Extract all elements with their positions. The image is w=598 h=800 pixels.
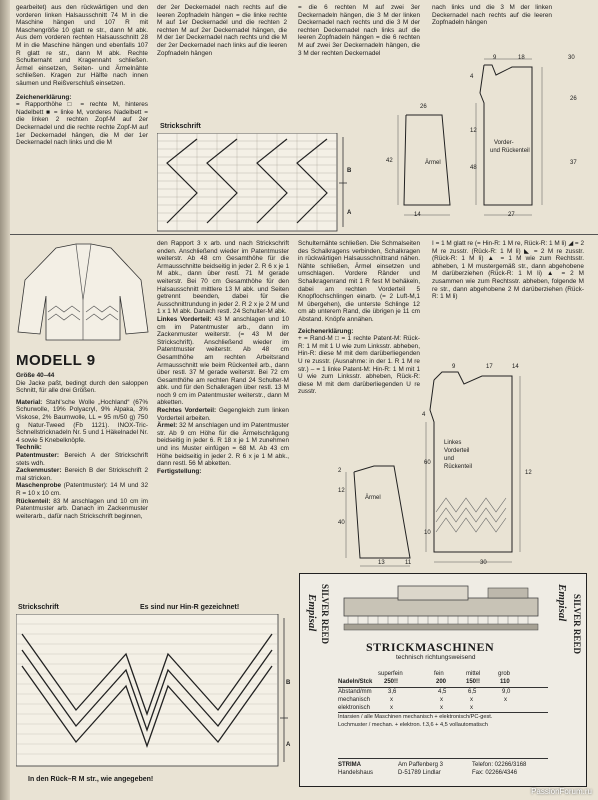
ad-column-head: Nadeln/Stck: [338, 679, 373, 685]
legend-bottom-text-2: I = 1 M glatt re (= Hin-R: 1 M re, Rück-R: 1 M li) ◢ = 2 M re zusstr. (Rück-R: 1 M li) ◣ = 2 M re zusstr. (Rück-R: 1 M li) ▲ = 1 M wie zum Rechtsstr. abheben, 1 M mustergemäß str., dann abgehobene M darüberziehen (Rück-R: 1 M li) ▲ = 2 M zusammen wie zum Rechtsstr. abheben, folgende M re str., dann abgehobene 2 M darüberziehen (Rück-R: 1 M li): [432, 240, 584, 301]
ad-brand-left: Empisal: [306, 594, 318, 632]
dim-13-bottom: 13: [378, 560, 385, 566]
intro-text: Die Jacke paßt, bedingt durch den saloppen Schnitt, für alle drei Größen.: [16, 379, 148, 395]
dim-2-bottom: 2: [338, 468, 342, 474]
body-label-top-1: Vorder-: [494, 140, 514, 146]
section-divider: [10, 234, 598, 235]
ad-row: [338, 688, 548, 696]
ad-fax: Fax: 02266/4346: [472, 770, 518, 776]
dim-37-top: 37: [570, 160, 577, 166]
chart-title-top: Strickschrift: [160, 123, 201, 130]
ad-cell: x: [390, 705, 393, 711]
ad-cell: 4,5: [438, 689, 447, 695]
jacket-illustration: [16, 240, 151, 345]
ad-cell: x: [470, 697, 473, 703]
text-column-top-3: [298, 4, 420, 57]
body-label-bottom-2: Vorderteil: [444, 448, 470, 454]
body-label-top-2: und Rückenteil: [490, 148, 530, 154]
chart-label-a: A: [347, 210, 352, 216]
fertig-text: Schulternähte schließen. Die Schmalseiten des Schalkragens verbinden, Schalkragen in rückwärtigen Halsausschnittrand nähen. Nähte schließen, Ärmel einsetzen und umschlagen. Vordere Ränder und Schalkragenrand mit 1 R fest M behäkeln, dabei am rechten Vorderteil 5 Knopflochschlingen einarb. (= 2 Luft-M,1 M übergehen), die unterste Schlinge 12 cm ab unterem Rand, die übrigen je 11 cm Abstand. Knöpfe annähen.: [298, 240, 420, 323]
ad-cell: x: [390, 697, 393, 703]
legend-top-text: = Rapporthöhe □ = rechte M, hinteres Nadelbett ■ = linke M, vorderes Nadelbett = die linken 2 rechten Zopf-M auf 2er Deckernadel und die rechte rechte Zopf-M auf 1er Deckernadel hängen, die M der 1er Deckernadel nach links und die M: [16, 101, 148, 147]
legend-heading-bottom: Zeichenerklärung:: [298, 327, 354, 335]
maschenprobe-heading: Maschenprobe: [16, 482, 62, 490]
dim-26-sleeve: 26: [420, 104, 427, 110]
col2-text: den Rapport 3 x arb. und nach Strickschrift enden. Anschließend wieder im Patentmuster weiterstr. Ab 48 cm Gesamthöhe für die Armausschnitte beidseitig in jeder 2. R 6 x je 1 M abk., dann über restl. 71 M gerade weiterstr. Bei 70 cm Gesamthöhe für den Halsausschnitt mittlere 13 M abk. und Seiten getrennt beenden, dabei für die Ausschnittrundung in jeder 2. R 2 x je 2 M und 1 x 1 M abk. Danach restl. 24 Schulter-M abk.: [157, 240, 289, 316]
body-label-bottom-3: und: [444, 456, 455, 462]
patent-text: Bereich A der Strickschrift stets wdh.: [16, 451, 148, 467]
zacken-text: Bereich B der Strickschrift 2 mal stricken.: [16, 467, 148, 482]
dim-12-top: 12: [470, 128, 477, 134]
dim-4-top: 4: [470, 74, 474, 80]
ad-address-1: Am Paffenberg 3: [398, 762, 443, 768]
dim-18-top: 18: [518, 55, 525, 61]
sleeve-label-bottom: Ärmel: [365, 495, 381, 501]
ad-cell: x: [440, 705, 443, 711]
ad-phone: Telefon: 02266/3168: [472, 762, 527, 768]
legend-bottom-text: + = Rand-M □ = 1 rechte Patent-M: Rück-R: 1 M mit 1 U wie zum Linksstr. abheben, Hin-R: diese M mit dem darüberliegenden U re zusstr. (Ausnahme: in der 1. R 1 M re str.) – = 1 linke Patent-M: Hin-R: 1 M mit 1 U wie zum Linksstr. abheben, Rück-R: diese M mit dem darüberliegenden U re zusstr.: [298, 335, 420, 396]
aermel-heading: Ärmel:: [157, 422, 178, 430]
sleeve-label-top: Ärmel: [425, 160, 441, 166]
dim-12-bottom: 12: [338, 488, 345, 494]
rechtes-heading: Rechtes Vorderteil:: [157, 407, 217, 415]
ad-cell: x: [470, 705, 473, 711]
body-label-bottom-4: Rückenteil: [444, 464, 473, 470]
dim-4-bottom: 4: [422, 412, 426, 418]
chart-bottom-footnote: In den Rück–R M str., wie angegeben!: [28, 776, 154, 783]
dim-14-bottom: 14: [512, 364, 519, 370]
watermark: PassionForum.ru: [531, 787, 592, 796]
ad-title: STRICKMASCHINEN: [366, 640, 495, 654]
ad-model-0: superfein: [378, 671, 403, 677]
ad-count-0: 250!!: [384, 679, 399, 685]
top-text-3: = die 6 rechten M auf zwei 3er Deckernadeln hängen, die 3 M der linken Deckernadel nach rechts und die 3 M der rechten Deckernadel nach links auf die leeren Zopfnadeln hängen = die 6 rechten M auf zwei 3er Deckernadeln hängen, die 3 M der rechten Deckernadel: [298, 4, 420, 57]
ad-cell: x: [440, 697, 443, 703]
ad-cell: x: [504, 697, 507, 703]
chart-title-bottom: Strickschrift: [18, 604, 59, 611]
ad-model-3: grob: [498, 671, 511, 677]
cable-chart-top: [157, 133, 357, 233]
knitting-machine-image: [338, 580, 544, 636]
dim-9-top: 9: [493, 55, 497, 61]
material-heading: Material:: [16, 398, 43, 406]
top-text-4: nach links und die 3 M der linken Deckernadel nach rechts auf die leeren Zopfnadeln hängen: [432, 4, 552, 27]
dim-9-bottom: 9: [452, 364, 456, 370]
zacken-heading: Zackenmuster:: [16, 467, 62, 475]
ad-cell: 9,0: [502, 689, 511, 695]
material-text: Stahl'sche Wolle „Hochland“ (67% Schurwolle, 19% Polyacryl, 9% Alpaka, 3% Viskose, 2% Baumwolle, LL = 95 m/50 g) 750 g Natur-Tweed (Fb 1121). INOX-Tric-Schnellstricknadeln Nr. 5 und 1 Häkelnadel Nr. 4 sowie 5 Knebelknöpfe.: [16, 398, 149, 444]
pattern-schematic-top: [372, 55, 594, 225]
zigzag-chart-bottom: [16, 614, 294, 772]
ad-contact: [338, 758, 548, 777]
technik-heading: Technik:: [16, 444, 42, 452]
text-column-bottom-1: [16, 372, 148, 520]
ruecken-text: 83 M anschlagen und 10 cm im Patentmuster arb. Danach im Zackenmuster weiterarb., dafür nach Strickschrift beginnen,: [16, 497, 149, 520]
patent-heading: Patentmuster:: [16, 451, 59, 459]
chart-bottom-label-a: A: [286, 742, 291, 748]
ad-count-1: 200: [436, 679, 447, 685]
ad-side-right: SILVER REED: [572, 594, 582, 654]
ad-row-label: Abstand/mm: [338, 689, 372, 695]
advertisement-box: [299, 573, 587, 787]
size-heading: Größe 40–44: [16, 372, 55, 379]
text-column-bottom-2: [157, 240, 289, 475]
dim-40-bottom: 40: [338, 520, 345, 526]
ad-row-label: mechanisch: [338, 697, 371, 703]
ad-model-1: fein: [434, 671, 444, 677]
dim-11-bottom: 11: [405, 560, 412, 566]
ad-cell: 3,6: [388, 689, 397, 695]
linkes-text: 43 M anschlagen und 10 cm im Patentmuster arb., dann im Zackenmuster weiterstr. (= 43 M der Strickschrift). Anschließend wieder im Patentmuster weiterstr. Ab 48 cm Gesamthöhe am rechten Arbeitsrand Armausschnitt wie beim Rückenteil arb., dann über restl. 37 M gerade weiterstr. Bei 72 cm Gesamthöhe am rechten Rand 24 Schulter-M abk. und für den Schalkragen über restl. 13 M noch 9 cm im Patentmuster weiterstr., dann M abketten.: [157, 315, 289, 407]
top-text-2: der 2er Deckernadel nach rechts auf die leeren Zopfnadeln hängen = die linke rechte M auf 1er Deckernadel und die rechten 2 rechten M auf 2er Deckernadel hängen, die M der 1er Deckernadel nach rechts und die M der 2er Deckernadel nach links auf die leeren Zopfnadeln hängen: [157, 4, 287, 57]
maschenprobe-text: (Patentmuster): 14 M und 32 R = 10 x 10 cm.: [16, 482, 148, 497]
ad-company: STRIMA: [338, 762, 361, 768]
chart-note-bottom: Es sind nur Hin-R gezeichnet!: [140, 604, 240, 611]
ad-row: [338, 696, 548, 704]
ad-address-2: D-51789 Lindlar: [398, 770, 441, 776]
ad-model-2: mittel: [466, 671, 481, 677]
dim-10-bottom: 10: [424, 530, 431, 536]
page-spine: [0, 0, 10, 800]
dim-30-bottom: 30: [480, 560, 487, 566]
top-text-1: gearbeitet) aus den rückwärtigen und den vorderen linken Halsausschnitt 74 M in die Maschine hängen und 107 R mit Maschengröße 10 glatt re str., dann M abk. Aus dem vorderen rechten Halsausschnitt 28 M in die Maschine hängen und ebenfalls 107 R glatt re str., dann M abk. Rechte Schulternaht und Kragennaht schließen. Ärmel einsetzen, Seiten- und Ärmelnähte schließen. Kragen zur Hälfte nach innen säumen und Reißverschluß einsetzen.: [16, 4, 148, 87]
text-column-top-1: [16, 4, 148, 147]
ad-count-2: 150!!: [466, 679, 481, 685]
fertig-heading: Fertigstellung:: [157, 467, 202, 475]
ad-brand-right: Empisal: [556, 584, 568, 622]
rechtes-text: Gegengleich zum linken Vorderteil arbeiten.: [157, 407, 289, 422]
ad-side-left: SILVER REED: [320, 584, 330, 644]
chart-label-b: B: [347, 168, 352, 174]
ad-note-2: Lochmuster / mechan. + elektron. f.3,6 + 4,5 vollautomatisch: [338, 722, 488, 728]
aermel-text: 32 M anschlagen und im Patentmuster str. Ab 9 cm Höhe für die Ärmelschrägung beidseitig in jeder 6. R 18 x je 1 M zunehmen und ins Muster einfügen = 68 M. Ab 43 cm Höhe beidseitig in jeder 2. R 6 x je 1 M abk., dann restl. 56 M abketten.: [157, 422, 289, 468]
text-column-bottom-4: [432, 240, 584, 301]
dim-14-top: 14: [414, 212, 421, 218]
ad-row: [338, 704, 548, 713]
model-title: MODELL 9: [16, 352, 96, 369]
dim-42-top: 42: [386, 158, 393, 164]
ad-company-type: Handelshaus: [338, 770, 374, 776]
linkes-heading: Linkes Vorderteil:: [157, 315, 212, 323]
ruecken-heading: Rückenteil:: [16, 497, 51, 505]
ad-count-3: 110: [500, 679, 510, 685]
text-column-top-4: [432, 4, 552, 27]
dim-48-top: 48: [470, 165, 477, 171]
dim-60-bottom: 60: [424, 460, 431, 466]
dim-26-right: 26: [570, 96, 577, 102]
ad-cell: 6,5: [468, 689, 477, 695]
text-column-top-2: [157, 4, 287, 57]
dim-27-top: 27: [508, 212, 515, 218]
ad-note-1: Intarsien / alle Maschinen mechanisch + elektronisch/PC-gest.: [338, 714, 493, 720]
body-label-bottom-1: Linkes: [444, 440, 462, 446]
chart-bottom-label-b: B: [286, 680, 291, 686]
legend-heading-top: Zeichenerklärung:: [16, 93, 72, 101]
ad-subtitle: technisch richtungsweisend: [396, 654, 476, 661]
dim-12-bottom-right: 12: [525, 470, 532, 476]
dim-30-top: 30: [568, 55, 575, 61]
dim-17-bottom: 17: [486, 364, 493, 370]
ad-spec-table: [338, 670, 548, 729]
ad-row-label: elektronisch: [338, 705, 371, 711]
